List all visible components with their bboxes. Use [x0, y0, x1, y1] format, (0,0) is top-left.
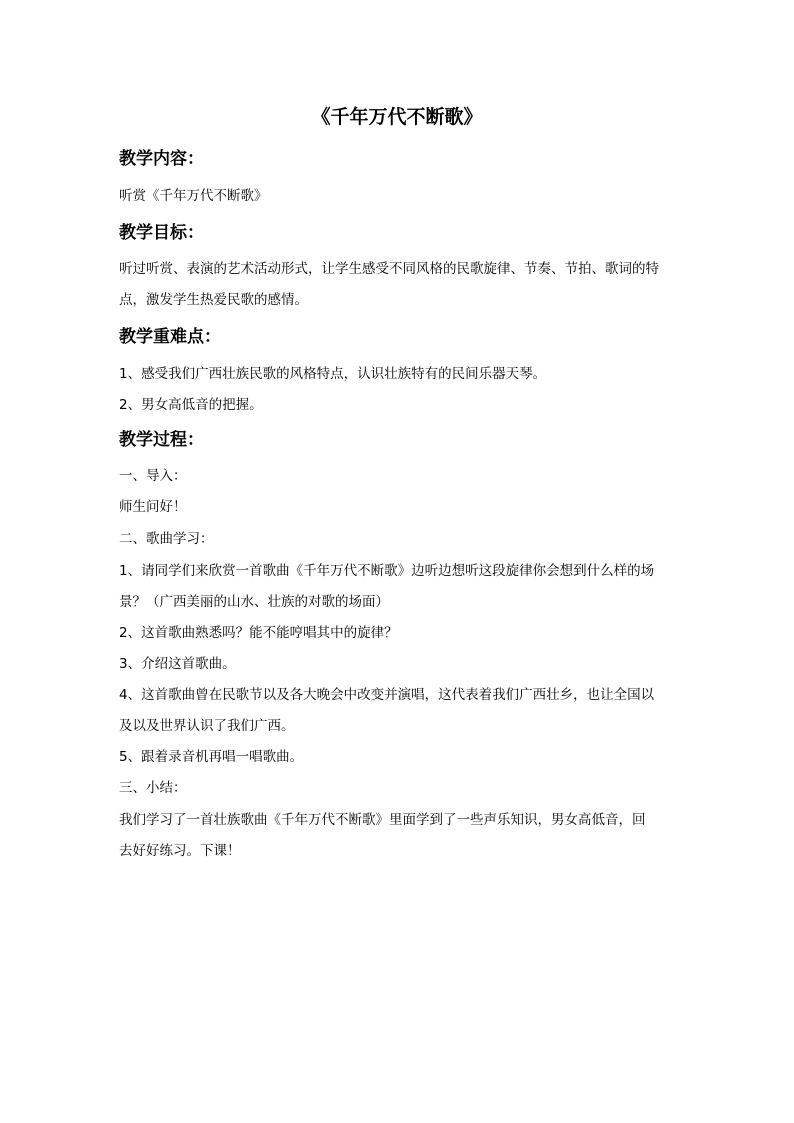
process-line-13: 去好好练习。下课！ [119, 843, 241, 859]
process-line-8: 4、这首歌曲曾在民歌节以及各大晚会中改变并演唱，这代表着我们广西壮乡，也让全国以 [119, 687, 655, 703]
key-point-2: 2、男女高低音的把握。 [119, 397, 263, 413]
objectives-line-1: 听过听赏、表演的艺术活动形式，让学生感受不同风格的民歌旋律、节奏、节拍、歌词的特 [119, 261, 659, 277]
process-line-2: 师生问好！ [119, 499, 187, 515]
process-line-10: 5、跟着录音机再唱一唱歌曲。 [119, 749, 304, 765]
process-line-4: 1、请同学们来欣赏一首歌曲《千年万代不断歌》边听边想听这段旋律你会想到什么样的场 [119, 563, 655, 579]
document-title: 《千年万代不断歌》 [311, 106, 483, 128]
process-line-7: 3、介绍这首歌曲。 [119, 656, 236, 672]
process-line-3: 二、歌曲学习： [119, 531, 214, 547]
key-point-1: 1、感受我们广西壮族民歌的风格特点，认识壮族特有的民间乐器天琴。 [119, 366, 547, 382]
process-line-1: 一、导入： [119, 468, 187, 484]
section-heading-key-points: 教学重难点： [119, 327, 221, 347]
process-line-12: 我们学习了一首壮族歌曲《千年万代不断歌》里面学到了一些声乐知识，男女高低音，回 [119, 812, 646, 828]
section-heading-content: 教学内容： [119, 149, 204, 169]
process-line-9: 及以及世界认识了我们广西。 [119, 718, 295, 734]
process-line-5: 景？（广西美丽的山水、壮族的对歌的场面） [119, 594, 389, 610]
section-heading-process: 教学过程： [119, 430, 204, 450]
process-line-6: 2、这首歌曲熟悉吗？能不能哼唱其中的旋律？ [119, 625, 398, 641]
content-text: 听赏《千年万代不断歌》 [119, 188, 268, 204]
process-line-11: 三、小结： [119, 780, 187, 796]
section-heading-objectives: 教学目标： [119, 223, 204, 243]
objectives-line-2: 点，激发学生热爱民歌的感情。 [119, 292, 308, 308]
